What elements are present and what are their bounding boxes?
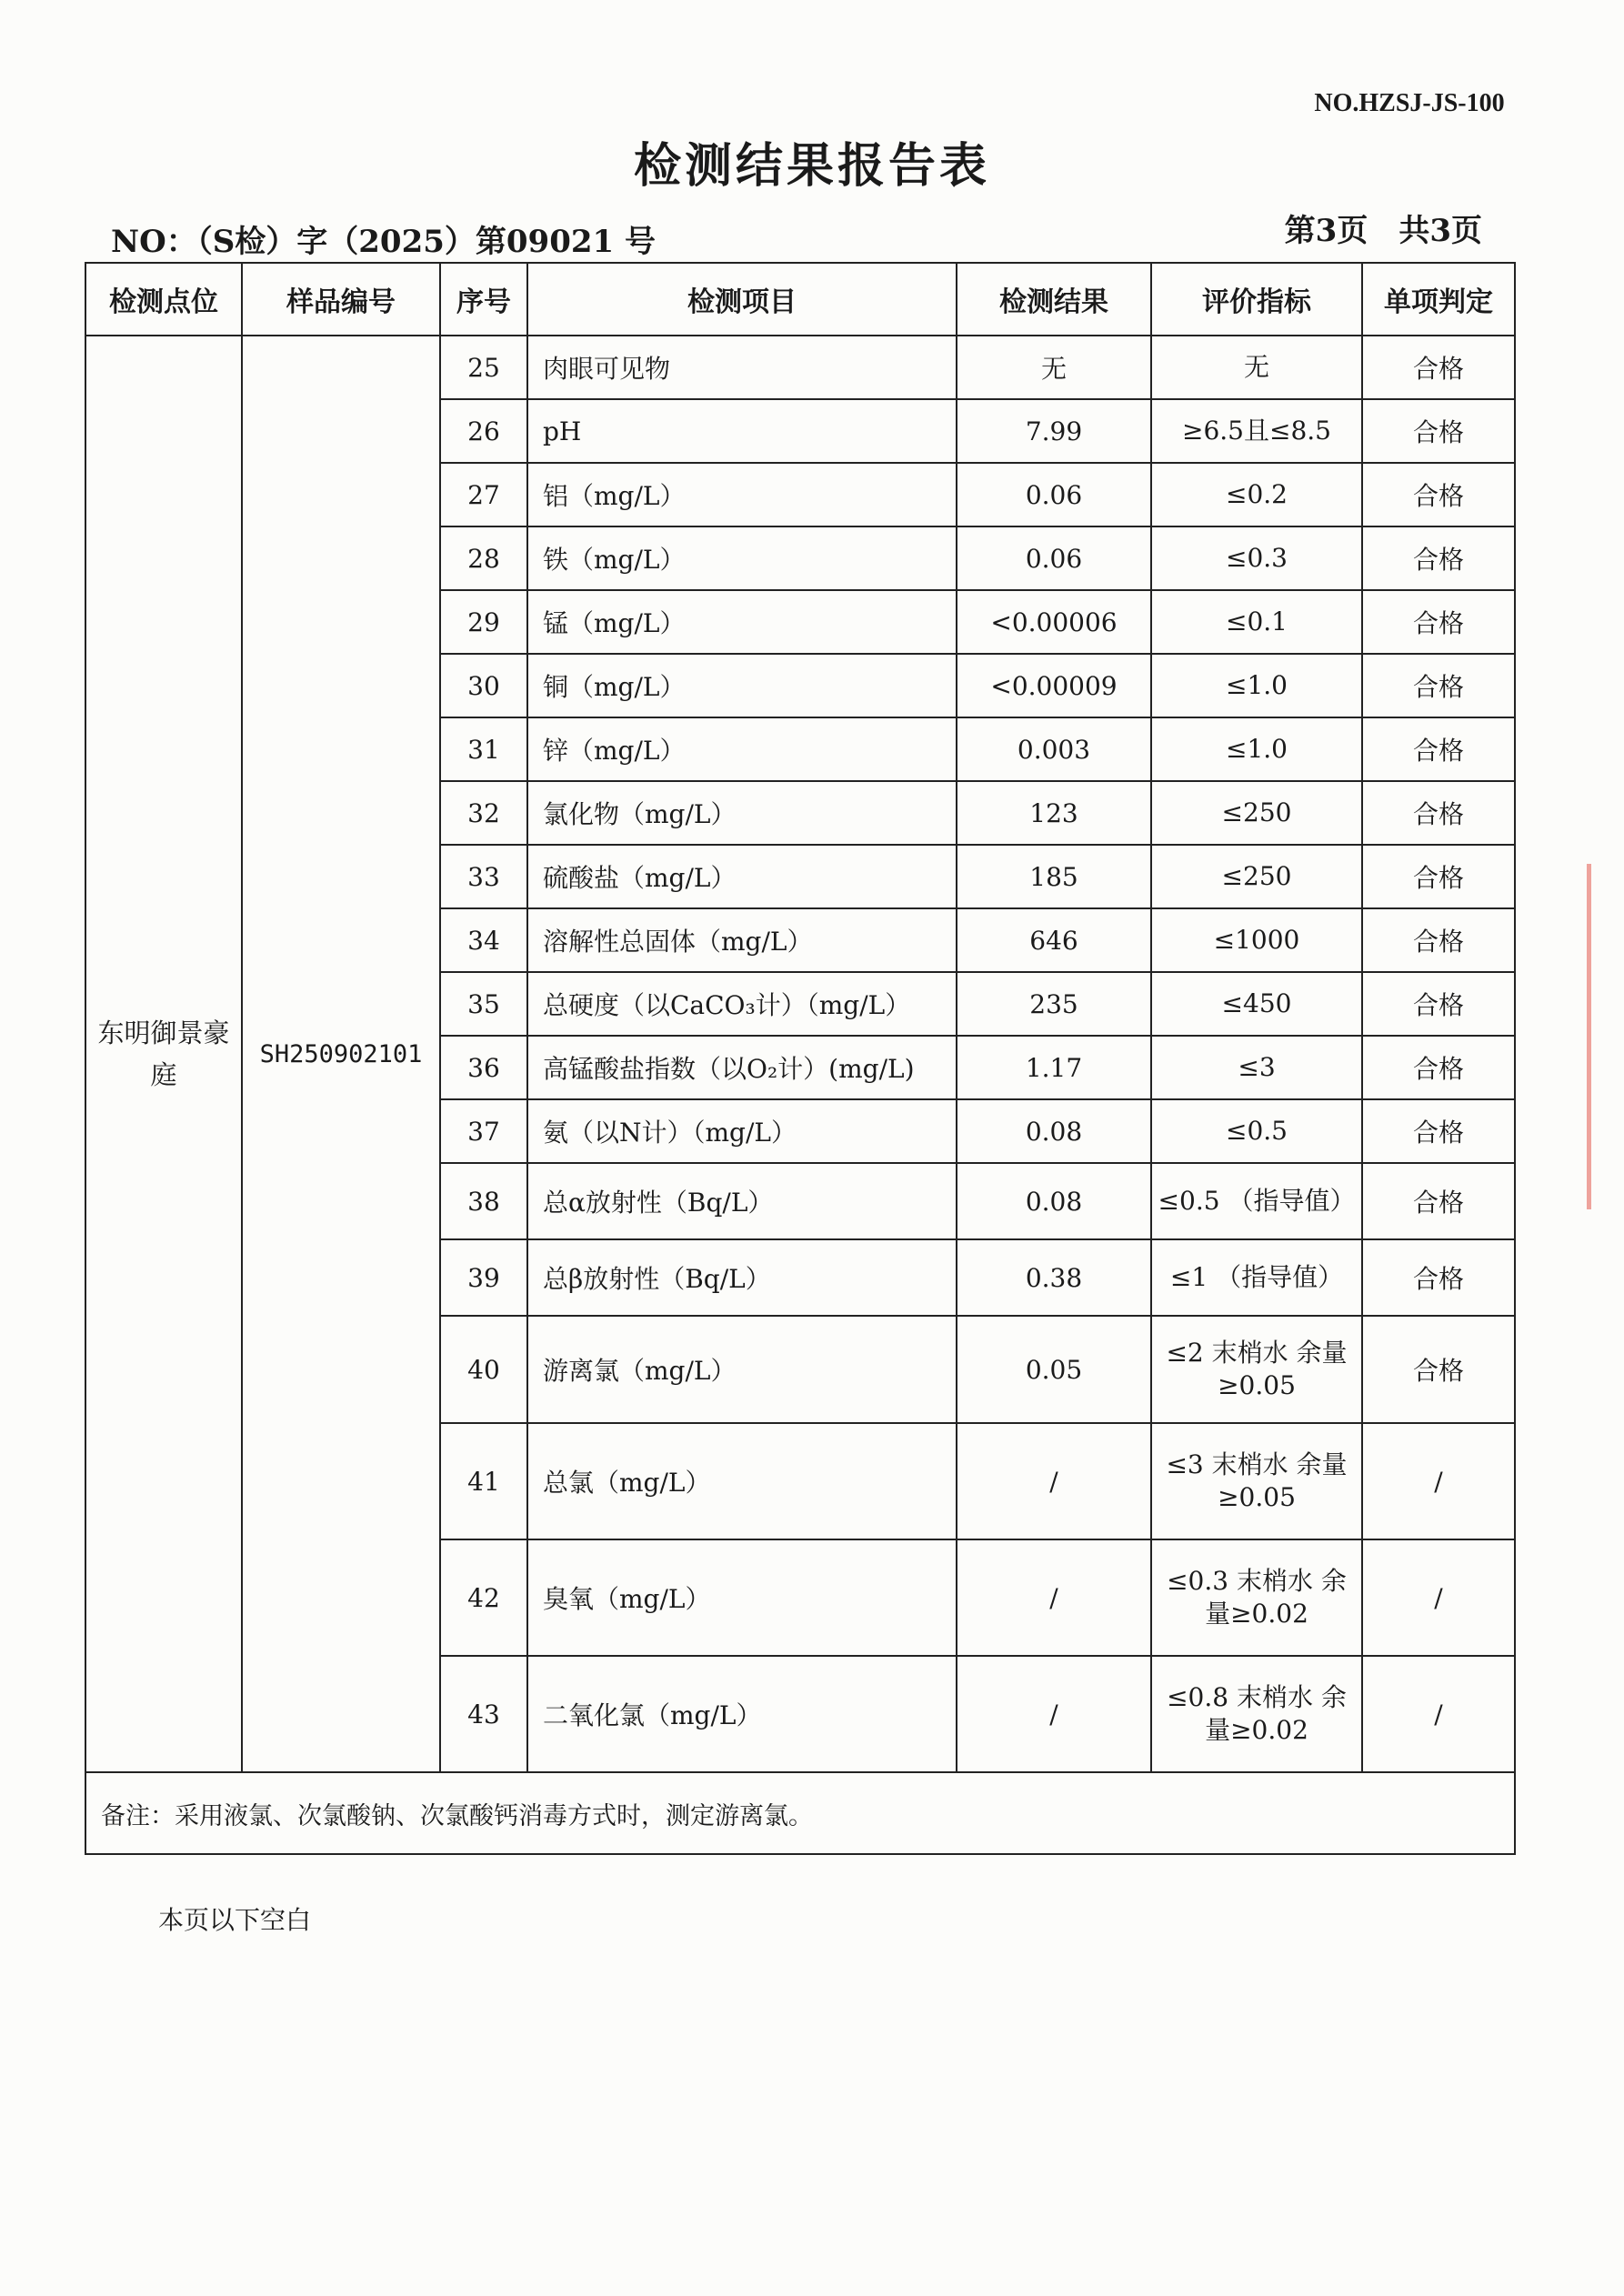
row-number-cell: 42 [440, 1539, 527, 1656]
result-cell: / [957, 1423, 1151, 1539]
sample-id-cell: SH250902101 [242, 336, 440, 1772]
test-item-cell: 铜（mg/L） [527, 654, 957, 717]
result-cell: <0.00006 [957, 590, 1151, 654]
test-item-cell: pH [527, 399, 957, 463]
result-cell: 185 [957, 845, 1151, 908]
indicator-cell: ≤0.3 末梢水 余量≥0.02 [1151, 1539, 1362, 1656]
result-cell: / [957, 1656, 1151, 1772]
indicator-cell: ≤2 末梢水 余量≥0.05 [1151, 1316, 1362, 1423]
row-number-cell: 30 [440, 654, 527, 717]
header-row [85, 263, 1515, 336]
result-cell: 1.17 [957, 1036, 1151, 1099]
test-item-cell: 锰（mg/L） [527, 590, 957, 654]
result-cell: <0.00009 [957, 654, 1151, 717]
test-item-cell: 硫酸盐（mg/L） [527, 845, 957, 908]
judgement-cell: 合格 [1362, 1163, 1515, 1239]
document-number: NO.HZSJ-JS-100 [1314, 89, 1505, 117]
row-number-cell: 38 [440, 1163, 527, 1239]
indicator-cell: ≤0.1 [1151, 590, 1362, 654]
judgement-cell: 合格 [1362, 1239, 1515, 1316]
result-cell: 235 [957, 972, 1151, 1036]
result-cell: 0.08 [957, 1163, 1151, 1239]
row-number-cell: 27 [440, 463, 527, 526]
row-number-cell: 43 [440, 1656, 527, 1772]
result-cell: 0.05 [957, 1316, 1151, 1423]
row-number-cell: 25 [440, 336, 527, 399]
indicator-cell: ≤0.3 [1151, 526, 1362, 590]
result-cell: 0.38 [957, 1239, 1151, 1316]
indicator-cell: ≤250 [1151, 781, 1362, 845]
table-row [85, 336, 1515, 399]
row-number-cell: 37 [440, 1099, 527, 1163]
indicator-cell: ≤1.0 [1151, 654, 1362, 717]
judgement-cell: 合格 [1362, 972, 1515, 1036]
header-cell: 样品编号 [242, 263, 440, 336]
row-number-cell: 40 [440, 1316, 527, 1423]
test-item-cell: 总β放射性（Bq/L） [527, 1239, 957, 1316]
indicator-cell: ≤3 [1151, 1036, 1362, 1099]
header-cell: 单项判定 [1362, 263, 1515, 336]
row-number-cell: 35 [440, 972, 527, 1036]
judgement-cell: 合格 [1362, 1099, 1515, 1163]
indicator-cell: ≤1 （指导值） [1151, 1239, 1362, 1316]
indicator-cell: ≤1000 [1151, 908, 1362, 972]
station-cell: 东明御景豪庭 [85, 336, 242, 1772]
result-cell: / [957, 1539, 1151, 1656]
test-item-cell: 锌（mg/L） [527, 717, 957, 781]
row-number-cell: 31 [440, 717, 527, 781]
judgement-cell: 合格 [1362, 781, 1515, 845]
indicator-cell: ≤0.5 （指导值） [1151, 1163, 1362, 1239]
results-table [85, 262, 1516, 1855]
result-cell: 7.99 [957, 399, 1151, 463]
judgement-cell: 合格 [1362, 717, 1515, 781]
test-item-cell: 总硬度（以CaCO₃计）（mg/L） [527, 972, 957, 1036]
header-cell: 评价指标 [1151, 263, 1362, 336]
remark-row [85, 1772, 1515, 1854]
test-item-cell: 游离氯（mg/L） [527, 1316, 957, 1423]
judgement-cell: / [1362, 1423, 1515, 1539]
row-number-cell: 28 [440, 526, 527, 590]
judgement-cell: 合格 [1362, 845, 1515, 908]
indicator-cell: ≤450 [1151, 972, 1362, 1036]
result-cell: 无 [957, 336, 1151, 399]
result-cell: 0.08 [957, 1099, 1151, 1163]
blank-note: 本页以下空白 [158, 1905, 312, 1935]
judgement-cell: 合格 [1362, 526, 1515, 590]
test-item-cell: 铝（mg/L） [527, 463, 957, 526]
page-info: 第3页 共3页 [1284, 213, 1482, 249]
indicator-cell: ≤0.8 末梢水 余量≥0.02 [1151, 1656, 1362, 1772]
header-cell: 序号 [440, 263, 527, 336]
row-number-cell: 29 [440, 590, 527, 654]
judgement-cell: 合格 [1362, 1036, 1515, 1099]
row-number-cell: 34 [440, 908, 527, 972]
judgement-cell: 合格 [1362, 1316, 1515, 1423]
test-item-cell: 肉眼可见物 [527, 336, 957, 399]
row-number-cell: 39 [440, 1239, 527, 1316]
test-item-cell: 总α放射性（Bq/L） [527, 1163, 957, 1239]
test-item-cell: 铁（mg/L） [527, 526, 957, 590]
indicator-cell: ≤250 [1151, 845, 1362, 908]
header-cell: 检测结果 [957, 263, 1151, 336]
test-item-cell: 溶解性总固体（mg/L） [527, 908, 957, 972]
judgement-cell: 合格 [1362, 336, 1515, 399]
row-number-cell: 32 [440, 781, 527, 845]
indicator-cell: ≥6.5且≤8.5 [1151, 399, 1362, 463]
row-number-cell: 41 [440, 1423, 527, 1539]
judgement-cell: 合格 [1362, 908, 1515, 972]
test-item-cell: 总氯（mg/L） [527, 1423, 957, 1539]
header-cell: 检测点位 [85, 263, 242, 336]
indicator-cell: ≤3 末梢水 余量≥0.05 [1151, 1423, 1362, 1539]
row-number-cell: 36 [440, 1036, 527, 1099]
row-number-cell: 26 [440, 399, 527, 463]
test-item-cell: 高锰酸盐指数（以O₂计）(mg/L) [527, 1036, 957, 1099]
test-item-cell: 臭氧（mg/L） [527, 1539, 957, 1656]
result-cell: 646 [957, 908, 1151, 972]
test-item-cell: 氯化物（mg/L） [527, 781, 957, 845]
header-cell: 检测项目 [527, 263, 957, 336]
test-item-cell: 二氧化氯（mg/L） [527, 1656, 957, 1772]
indicator-cell: ≤0.2 [1151, 463, 1362, 526]
indicator-cell: ≤0.5 [1151, 1099, 1362, 1163]
judgement-cell: / [1362, 1539, 1515, 1656]
remark: 备注：采用液氯、次氯酸钠、次氯酸钙消毒方式时，测定游离氯。 [85, 1772, 1515, 1854]
indicator-cell: ≤1.0 [1151, 717, 1362, 781]
indicator-cell: 无 [1151, 336, 1362, 399]
judgement-cell: 合格 [1362, 399, 1515, 463]
result-cell: 0.003 [957, 717, 1151, 781]
result-cell: 0.06 [957, 463, 1151, 526]
result-cell: 0.06 [957, 526, 1151, 590]
row-number-cell: 33 [440, 845, 527, 908]
judgement-cell: 合格 [1362, 654, 1515, 717]
seal-stamp-fragment [1587, 864, 1624, 1209]
judgement-cell: / [1362, 1656, 1515, 1772]
test-item-cell: 氨（以N计）（mg/L） [527, 1099, 957, 1163]
judgement-cell: 合格 [1362, 463, 1515, 526]
report-number: NO：（S检）字（2025）第09021 号 [111, 224, 657, 260]
result-cell: 123 [957, 781, 1151, 845]
page-title: 检测结果报告表 [633, 138, 990, 194]
judgement-cell: 合格 [1362, 590, 1515, 654]
